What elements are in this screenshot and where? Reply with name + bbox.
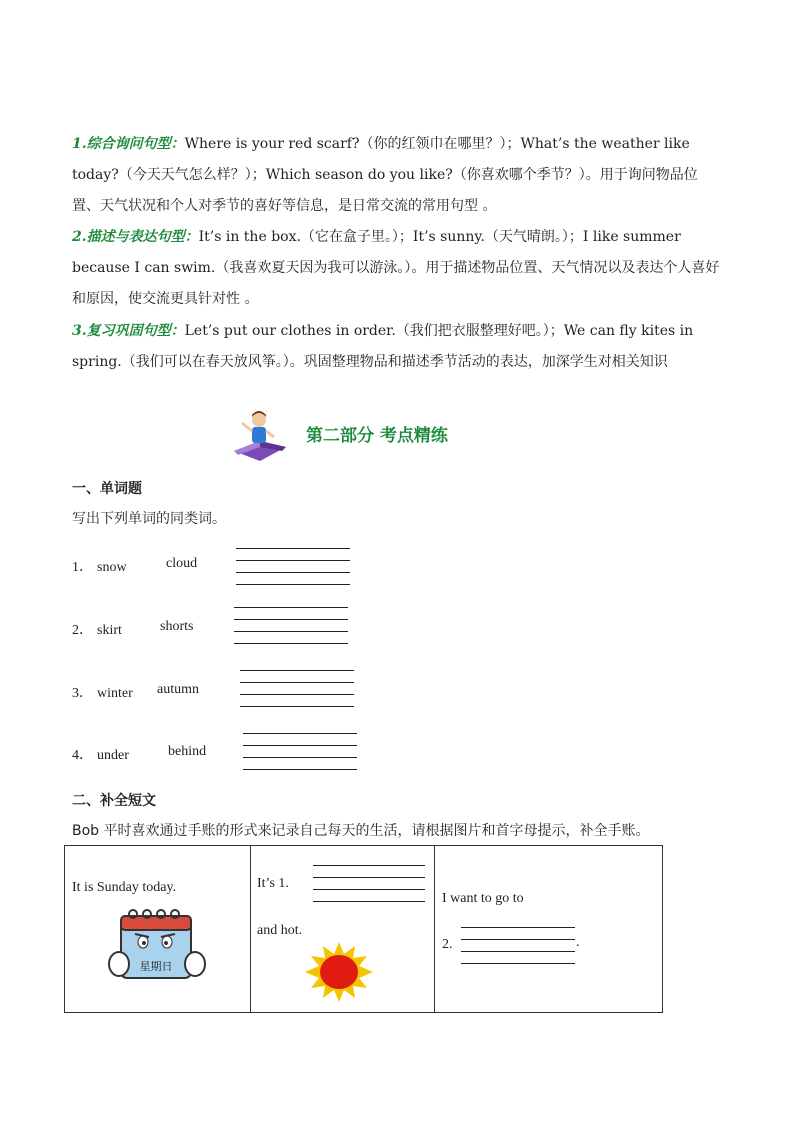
summary-label-3: 3.复习巩固句型： [72,323,185,339]
item-number: 2． [72,623,93,638]
summary-paragraph-1 [72,129,724,222]
destination-number: 2. [442,937,453,952]
summary-text-3: Let’s put our clothes in order.（我们把衣服整理好吧。）；We can fly kites in spring.（我们可以在春天放风筝。）。巩固整理物品和描述季节活动的表达，加深学生对相关知识 [72,323,694,370]
word-1: under [97,748,129,763]
answer-lines-3[interactable] [240,659,354,707]
part-title: 第二部分 考点精练 [306,426,448,446]
sun-icon [303,942,375,1002]
answer-lines-4[interactable] [243,722,357,770]
weather-answer-lines[interactable] [313,854,425,902]
word-item-2 [72,619,194,639]
word-1: snow [97,560,127,575]
word-1: skirt [97,623,122,638]
answer-lines-2[interactable] [234,596,348,644]
journal-cell-3 [435,846,663,1013]
summary-text-2: It’s in the box.（它在盒子里。）；It’s sunny.（天气晴朗。）；I like summer because I can swim.（我喜欢夏天因为我可以游泳。）。用于描述物品位置、天气情况以及表达个人喜好和原因，使交流更具针对性 。 [72,229,720,307]
destination-text: I want to go to [442,891,524,906]
reading-boy-icon [230,407,294,463]
summary-paragraph-2 [72,222,724,315]
summary-label-2: 2.描述与表达句型： [72,229,199,245]
item-number: 4． [72,748,93,763]
word-2: behind [168,744,207,759]
word-2: shorts [160,619,194,634]
journal-table [64,845,663,1013]
word-item-4 [72,744,207,764]
weather-suffix: and hot. [257,923,303,938]
destination-period: . [576,935,580,950]
destination-answer-lines[interactable] [461,916,575,964]
summary-text-1: Where is your red scarf?（你的红领巾在哪里？）；What’s the weather like today?（今天天气怎么样？）；Which season do you like?（你喜欢哪个季节？）。用于询问物品位置、天气状况和个人对季节的喜好等信息，是日常交流的常用句型 。 [72,136,698,214]
item-number: 3． [72,686,93,701]
section2-heading: 二、补全短文 [72,793,156,809]
weather-prefix: It’s 1. [257,876,289,891]
journal-cell-2 [251,846,435,1013]
word-2: autumn [157,682,199,697]
journal-cell-1 [65,846,251,1013]
calendar-icon [105,906,217,984]
item-number: 1． [72,560,93,575]
section2-instruction: Bob 平时喜欢通过手账的形式来记录自己每天的生活，请根据图片和首字母提示，补全手账。 [72,823,650,839]
summary-label-1: 1.综合询问句型： [72,136,185,152]
answer-lines-1[interactable] [236,537,350,585]
word-item-1 [72,556,198,576]
section1-heading: 一、单词题 [72,481,142,497]
sunday-text: It is Sunday today. [72,880,177,895]
summary-paragraph-3 [72,316,724,378]
word-1: winter [97,686,133,701]
section1-instruction: 写出下列单词的同类词。 [72,511,226,527]
calendar-label: 星期日 [139,960,173,973]
word-2: cloud [166,556,198,571]
word-item-3 [72,682,199,702]
